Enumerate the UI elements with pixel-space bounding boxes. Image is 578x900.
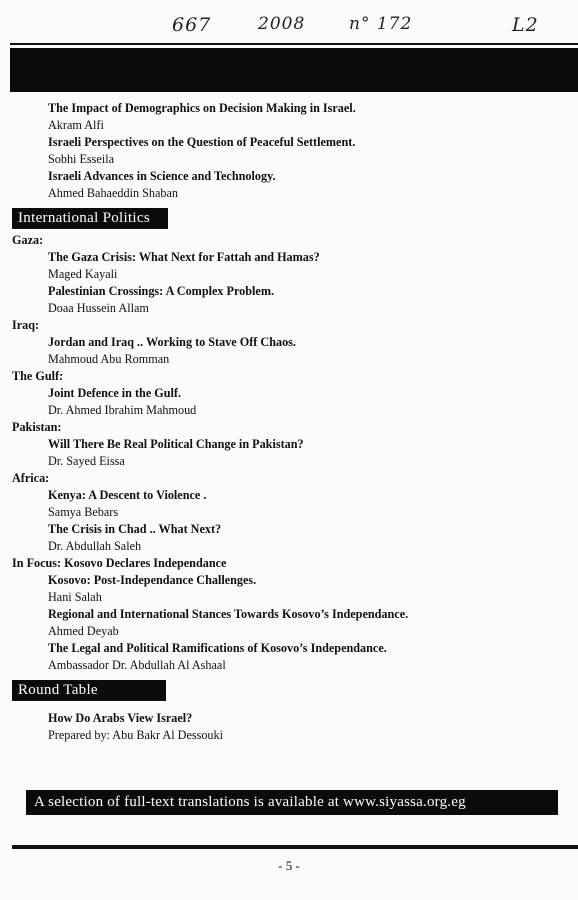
article-author: Maged Kayali [48, 267, 118, 281]
region-heading: Gaza: [12, 233, 44, 247]
article-title: The Gaza Crisis: What Next for Fattah and Hamas? [48, 250, 320, 264]
article-author: Hani Salah [48, 590, 102, 604]
article-title: Israeli Perspectives on the Question of Peaceful Settlement. [48, 135, 356, 149]
region-heading: The Gulf: [12, 369, 64, 383]
section-heading-international-politics [12, 208, 168, 229]
article-title: Kenya: A Descent to Violence . [48, 488, 207, 502]
article-title: How Do Arabs View Israel? [48, 711, 193, 725]
article-title: Will There Be Real Political Change in Pakistan? [48, 437, 304, 451]
page-number: - 5 - [278, 858, 300, 873]
article-author: Dr. Sayed Eissa [48, 454, 125, 468]
article-author: Mahmoud Abu Romman [48, 352, 170, 366]
region-heading: Pakistan: [12, 420, 62, 434]
article-title: Israeli Advances in Science and Technology. [48, 169, 276, 183]
article-title: The Crisis in Chad .. What Next? [48, 522, 222, 536]
section-heading-label: Round Table [12, 680, 121, 700]
article-title: The Impact of Demographics on Decision Making in Israel. [48, 101, 356, 115]
section-heading-label: International Politics [12, 208, 168, 228]
article-author: Ambassador Dr. Abdullah Al Ashaal [48, 658, 226, 672]
article-author: Ahmed Bahaeddin Shaban [48, 186, 178, 200]
bottom-rule [12, 845, 578, 849]
handwritten-note-issue: n° 172 [349, 14, 413, 34]
translations-banner: A selection of full-text translations is available at www.siyassa.org.eg [26, 790, 558, 815]
contents-list [0, 100, 578, 744]
article-title: Kosovo: Post-Independance Challenges. [48, 573, 257, 587]
list-item [0, 100, 578, 134]
region-heading: In Focus: Kosovo Declares Independance [12, 556, 227, 570]
article-title: Jordan and Iraq .. Working to Stave Off Chaos. [48, 335, 296, 349]
article-author: Dr. Abdullah Saleh [48, 539, 142, 553]
header-band [10, 48, 578, 92]
article-author: Sobhi Esseila [48, 152, 115, 166]
section-heading-bar [114, 680, 166, 700]
article-author: Akram Alfi [48, 118, 104, 132]
article-author: Ahmed Deyab [48, 624, 119, 638]
article-title: Regional and International Stances Towards Kosovo’s Independance. [48, 607, 409, 621]
handwritten-note-code: L2 [512, 14, 539, 36]
article-title: The Legal and Political Ramifications of Kosovo’s Independance. [48, 641, 387, 655]
region-heading: Iraq: [12, 318, 40, 332]
article-title: Palestinian Crossings: A Complex Problem. [48, 284, 275, 298]
article-author: Doaa Hussein Allam [48, 301, 149, 315]
list-item [0, 168, 578, 202]
region-heading: Africa: [12, 471, 50, 485]
top-rule [10, 43, 578, 45]
list-item [0, 134, 578, 168]
handwritten-note-year: 2008 [258, 14, 306, 34]
handwritten-note-number: 667 [172, 14, 212, 36]
article-author: Dr. Ahmed Ibrahim Mahmoud [48, 403, 197, 417]
article-author: Prepared by: Abu Bakr Al Dessouki [48, 728, 224, 742]
article-author: Samya Bebars [48, 505, 119, 519]
section-heading-round-table [12, 680, 166, 701]
article-title: Joint Defence in the Gulf. [48, 386, 182, 400]
